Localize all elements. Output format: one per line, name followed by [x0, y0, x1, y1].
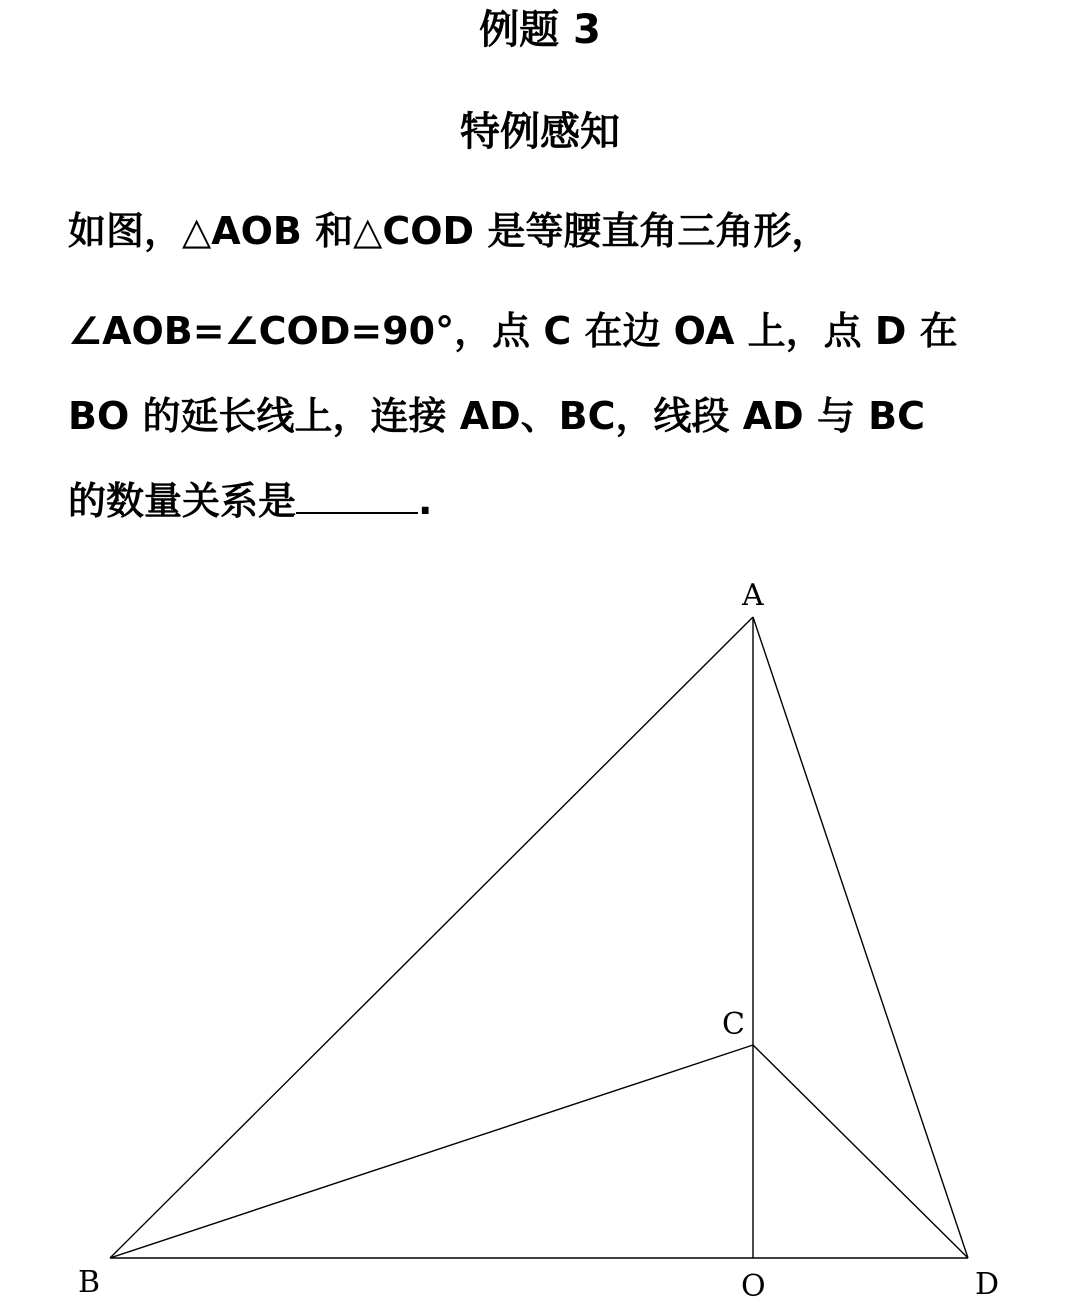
segment-BC	[110, 1045, 753, 1258]
point-label-B: B	[78, 1265, 101, 1300]
segment-CD	[753, 1045, 968, 1258]
problem-text-line-3: BO 的延长线上，连接 AD、BC，线段 AD 与 BC	[68, 394, 926, 438]
point-label-D: D	[975, 1267, 1000, 1302]
point-label-C: C	[722, 1007, 745, 1042]
segment-AB	[110, 617, 753, 1258]
problem-title: 例题 3	[479, 7, 601, 53]
segment-AD	[753, 617, 968, 1258]
point-label-O: O	[741, 1269, 766, 1304]
problem-text-line-2: ∠AOB=∠COD=90°，点 C 在边 OA 上，点 D 在	[68, 309, 958, 353]
point-label-A: A	[742, 578, 764, 613]
problem-text-line-4-prefix: 的数量关系是	[68, 479, 297, 523]
problem-text-line-1: 如图，△AOB 和△COD 是等腰直角三角形，	[68, 209, 830, 253]
section-subtitle: 特例感知	[460, 109, 620, 155]
problem-text-line-4-suffix: .	[418, 479, 433, 523]
